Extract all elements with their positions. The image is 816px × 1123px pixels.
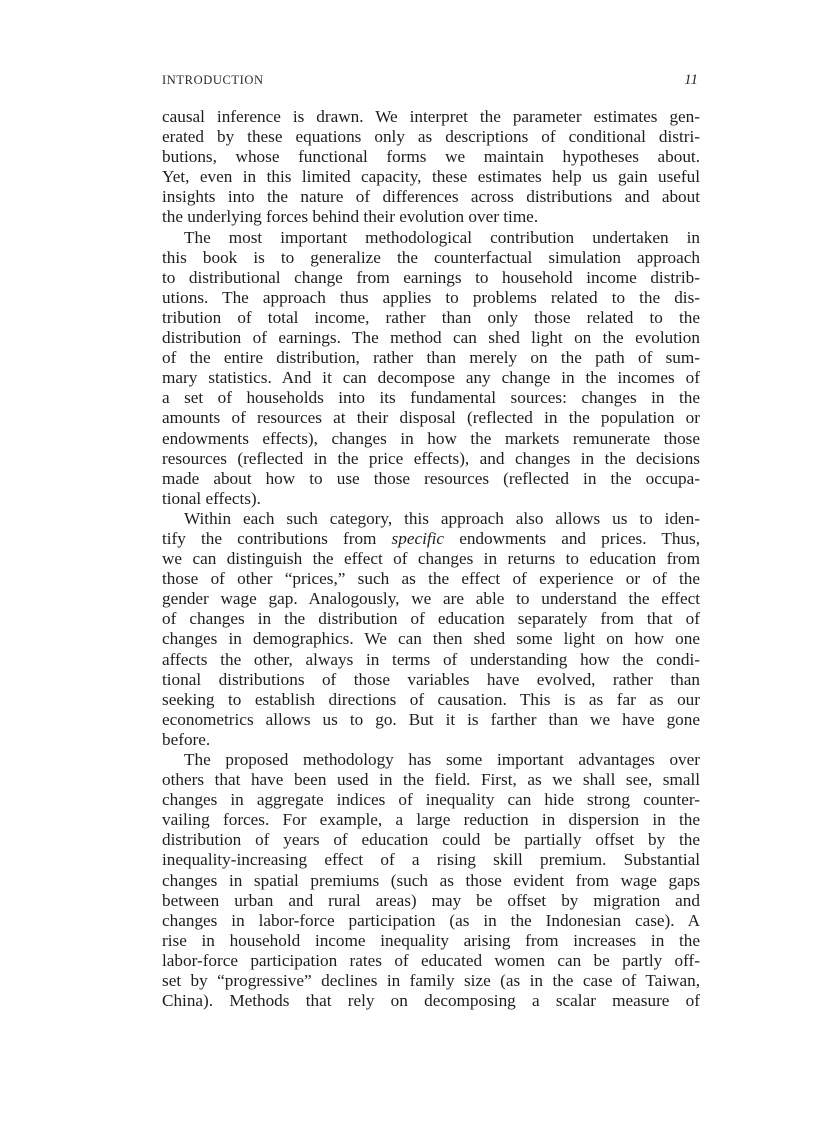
text-line: changes in labor-force participation (as in the Indonesian case). A	[162, 910, 700, 930]
text-line: The most important methodological contribution undertaken in	[184, 227, 700, 247]
text-line: causal inference is drawn. We interpret the parameter estimates gen-	[162, 107, 700, 126]
text-line: tribution of total income, rather than only those related to the	[162, 307, 700, 327]
text-line: the underlying forces behind their evolution over time.	[162, 207, 539, 227]
running-title: INTRODUCTION	[162, 73, 264, 87]
text-line: a set of households into its fundamental sources: changes in the	[162, 388, 700, 408]
text-line: distribution of earnings. The method can shed light on the evolution	[162, 328, 700, 348]
text-line: gender wage gap. Analogously, we are able to understand the effect	[162, 589, 700, 609]
text-line: Within each such category, this approach also allows us to iden-	[184, 508, 700, 528]
text-line: made about how to use those resources (reflected in the occupa-	[162, 468, 700, 488]
text-line: erated by these equations only as descriptions of conditional distri-	[162, 127, 700, 147]
text-line: The proposed methodology has some important advantages over	[184, 750, 700, 769]
text-line: mary statistics. And it can decompose any change in the incomes of	[162, 368, 700, 388]
text-line: utions. The approach thus applies to problems related to the dis-	[162, 287, 700, 307]
text-line: butions, whose functional forms we maintain hypotheses about.	[162, 147, 700, 167]
text-line: China). Methods that rely on decomposing a scalar measure of	[162, 991, 700, 1011]
text-line: distribution of years of education could be partially offset by the	[162, 830, 700, 850]
text-line: to distributional change from earnings to household income distrib-	[162, 267, 700, 287]
text-line: rise in household income inequality arising from increases in the	[162, 930, 700, 950]
text-line: changes in demographics. We can then shed some light on how one	[162, 629, 700, 649]
text-line: changes in aggregate indices of inequality can hide strong counter-	[162, 790, 700, 810]
text-line: this book is to generalize the counterfactual simulation approach	[162, 247, 700, 267]
text-line: Yet, even in this limited capacity, these estimates help us gain useful	[162, 167, 700, 187]
text-line: labor-force participation rates of educated women can be partly off-	[162, 950, 700, 970]
text-line: endowments effects), changes in how the markets remunerate those	[162, 428, 700, 448]
text-line: others that have been used in the field. First, as we shall see, small	[162, 770, 700, 790]
text-line: resources (reflected in the price effects), and changes in the decisions	[162, 448, 700, 468]
text-line: between urban and rural areas) may be offset by migration and	[162, 890, 700, 910]
paragraph	[162, 509, 700, 750]
text-line: vailing forces. For example, a large reduction in dispersion in the	[162, 810, 700, 830]
text-line: before.	[162, 729, 211, 749]
text-line: changes in spatial premiums (such as those evident from wage gaps	[162, 870, 700, 890]
text-line: amounts of resources at their disposal (reflected in the population or	[162, 408, 700, 428]
paragraph	[162, 107, 700, 228]
body-text	[162, 107, 700, 1011]
page-number: 11	[684, 72, 698, 88]
book-page	[162, 72, 700, 1011]
running-header	[162, 72, 700, 94]
text-line: tify the contributions from specific endowments and prices. Thus,	[162, 528, 700, 548]
text-line: tional distributions of those variables have evolved, rather than	[162, 669, 700, 689]
text-line: insights into the nature of differences across distributions and about	[162, 187, 700, 207]
emphasis: specific	[391, 528, 445, 548]
text-line: affects the other, always in terms of understanding how the condi-	[162, 649, 700, 669]
paragraph	[162, 750, 700, 1011]
text-line: we can distinguish the effect of changes in returns to education from	[162, 549, 700, 569]
text-line: inequality-increasing effect of a rising skill premium. Substantial	[162, 850, 700, 870]
text-line: seeking to establish directions of causation. This is as far as our	[162, 689, 700, 709]
text-line: econometrics allows us to go. But it is farther than we have gone	[162, 709, 700, 729]
text-line: tional effects).	[162, 488, 261, 508]
paragraph	[162, 228, 700, 509]
text-line: of the entire distribution, rather than merely on the path of sum-	[162, 348, 700, 368]
text-line: those of other “prices,” such as the effect of experience or of the	[162, 569, 700, 589]
text-line: of changes in the distribution of education separately from that of	[162, 609, 700, 629]
text-line: set by “progressive” declines in family size (as in the case of Taiwan,	[162, 971, 700, 991]
